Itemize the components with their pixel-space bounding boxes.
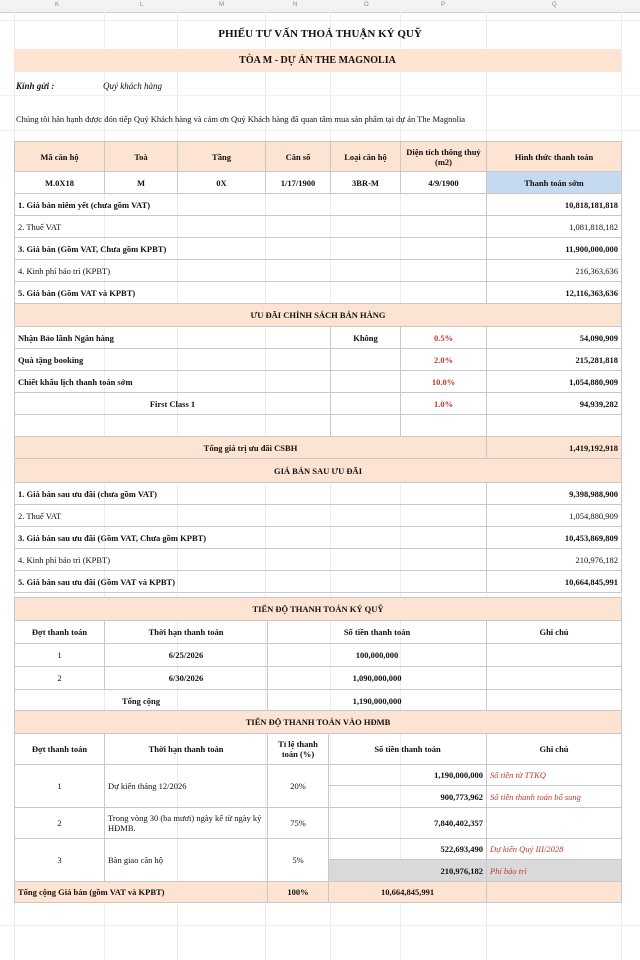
contract-column-header-row xyxy=(15,734,622,765)
contract-col-amount: Số tiền thanh toán xyxy=(329,734,487,765)
contract-note[interactable]: Dự kiến Quý III/2028 xyxy=(487,839,622,860)
contract-total-value: 10,664,845,991 xyxy=(329,882,487,903)
promo-total-row xyxy=(15,437,622,459)
column-q[interactable]: Q xyxy=(552,2,557,8)
after-price-row xyxy=(15,571,622,593)
after-price-row xyxy=(15,527,622,549)
deposit-amount[interactable]: 100,000,000 xyxy=(268,644,487,667)
contract-col-installment: Đợt thanh toán xyxy=(15,734,105,765)
promo-option[interactable] xyxy=(331,393,401,415)
price-row xyxy=(15,194,622,216)
deposit-col-note: Ghi chú xyxy=(487,621,622,644)
contract-no: 3 xyxy=(15,839,105,882)
deposit-col-amount: Số tiền thanh toán xyxy=(268,621,487,644)
intro-text: Chúng tôi hân hạnh được đón tiếp Quý Khách hàng và cảm ơn Quý Khách hàng đã quan tâm mua sản phẩm tại dự án The Magnolia xyxy=(16,114,466,124)
promo-option[interactable]: Không xyxy=(331,327,401,349)
contract-note[interactable]: Số tiền thanh toán bổ sung xyxy=(487,786,622,808)
after-price-row xyxy=(15,549,622,571)
price-label: 1. Giá bán niêm yết (chưa gồm VAT) xyxy=(15,194,487,216)
promo-row xyxy=(15,371,622,393)
price-label: 2. Thuế VAT xyxy=(15,216,487,238)
price-value[interactable]: 10,818,181,818 xyxy=(487,194,622,216)
contract-row xyxy=(15,808,622,839)
deposit-note[interactable] xyxy=(487,667,622,690)
after-price-label: 1. Giá bán sau ưu đãi (chưa gồm VAT) xyxy=(15,483,487,505)
header-tower: Toà xyxy=(105,142,178,172)
promo-value[interactable]: 94,939,282 xyxy=(487,393,622,415)
price-value[interactable]: 11,900,000,000 xyxy=(487,238,622,260)
deposit-col-deadline: Thời hạn thanh toán xyxy=(105,621,268,644)
after-price-label: 3. Giá bán sau ưu đãi (Gồm VAT, Chưa gồm KPBT) xyxy=(15,527,487,549)
unit-header-row xyxy=(15,142,622,172)
promo-option[interactable] xyxy=(331,371,401,393)
header-unit-code: Mã căn hộ xyxy=(15,142,105,172)
deposit-row xyxy=(15,644,622,667)
contract-percent[interactable]: 75% xyxy=(268,808,329,839)
contract-amount[interactable]: 7,840,402,357 xyxy=(329,808,487,839)
contract-note[interactable]: Số tiền từ TTKQ xyxy=(487,765,622,786)
promo-value[interactable]: 54,090,909 xyxy=(487,327,622,349)
contract-deadline[interactable]: Trong vòng 30 (ba mươi) ngày kể từ ngày ký HĐMB. xyxy=(105,808,268,839)
after-price-label: 4. Kinh phí bảo trì (KPBT) xyxy=(15,549,487,571)
promo-value[interactable]: 215,281,818 xyxy=(487,349,622,371)
column-l[interactable]: L xyxy=(140,2,144,8)
unit-floor[interactable]: 0X xyxy=(178,172,266,194)
price-table xyxy=(14,141,622,593)
deposit-column-header-row xyxy=(15,621,622,644)
unit-type[interactable]: 3BR-M xyxy=(331,172,401,194)
deposit-date[interactable]: 6/25/2026 xyxy=(105,644,268,667)
contract-row xyxy=(15,839,622,860)
after-price-label: 2. Thuế VAT xyxy=(15,505,487,527)
after-price-row xyxy=(15,483,622,505)
promo-section-header: ƯU ĐÃI CHÍNH SÁCH BÁN HÀNG xyxy=(15,304,622,327)
contract-note[interactable]: Phí bảo trì xyxy=(487,860,622,882)
price-value[interactable]: 216,363,636 xyxy=(487,260,622,282)
header-area: Diện tích thông thuỷ (m2) xyxy=(401,142,487,172)
contract-percent[interactable]: 5% xyxy=(268,839,329,882)
deposit-section-header: TIẾN ĐỘ THANH TOÁN KÝ QUỸ xyxy=(15,598,622,621)
promo-row xyxy=(15,327,622,349)
contract-deadline[interactable]: Dự kiến tháng 12/2026 xyxy=(105,765,268,808)
promo-percent[interactable]: 1.0% xyxy=(401,393,487,415)
after-price-row xyxy=(15,505,622,527)
deposit-table xyxy=(14,597,622,712)
contract-total-percent: 100% xyxy=(268,882,329,903)
price-label: 4. Kinh phí bảo trì (KPBT) xyxy=(15,260,487,282)
contract-total-row xyxy=(15,882,622,903)
contract-amount[interactable]: 1,190,000,000 xyxy=(329,765,487,786)
price-row xyxy=(15,260,622,282)
contract-no: 1 xyxy=(15,765,105,808)
deposit-no: 2 xyxy=(15,667,105,690)
promo-option[interactable] xyxy=(331,349,401,371)
unit-code[interactable]: M.0X18 xyxy=(15,172,105,194)
contract-col-percent: Tỉ lệ thanh toán (%) xyxy=(268,734,329,765)
contract-section-header: TIẾN ĐỘ THANH TOÁN VÀO HĐMB xyxy=(15,711,622,734)
deposit-total-row xyxy=(15,690,622,712)
deposit-row xyxy=(15,667,622,690)
promo-row xyxy=(15,349,622,371)
promo-total-label: Tổng giá trị ưu đãi CSBH xyxy=(15,437,487,459)
header-unit-type: Loại căn hộ xyxy=(331,142,401,172)
after-price-value[interactable]: 10,453,869,809 xyxy=(487,527,622,549)
deposit-note[interactable] xyxy=(487,644,622,667)
page-subtitle: TÒA M - DỰ ÁN THE MAGNOLIA xyxy=(14,49,621,72)
column-k[interactable]: K xyxy=(55,2,60,8)
deposit-no: 1 xyxy=(15,644,105,667)
promo-label: Chiết khấu lịch thanh toán sớm xyxy=(15,371,331,393)
unit-tower[interactable]: M xyxy=(105,172,178,194)
price-label: 3. Giá bán (Gồm VAT, Chưa gồm KPBT) xyxy=(15,238,487,260)
promo-label: Nhận Bảo lãnh Ngân hàng xyxy=(15,327,331,349)
contract-amount[interactable]: 210,976,182 xyxy=(329,860,487,882)
contract-col-note: Ghi chú xyxy=(487,734,622,765)
contract-note[interactable] xyxy=(487,808,622,839)
payment-method-select[interactable]: Thanh toán sớm xyxy=(487,172,622,194)
column-m[interactable]: M xyxy=(219,2,224,8)
column-o[interactable]: O xyxy=(364,2,369,8)
header-floor: Tầng xyxy=(178,142,266,172)
unit-no[interactable]: 1/17/1900 xyxy=(266,172,331,194)
column-n[interactable]: N xyxy=(293,2,298,8)
grid-line xyxy=(0,95,640,96)
column-p[interactable]: P xyxy=(441,2,446,8)
promo-percent[interactable]: 0.5% xyxy=(401,327,487,349)
price-row xyxy=(15,282,622,304)
contract-total-label: Tổng cộng Giá bán (gồm VAT và KPBT) xyxy=(15,882,268,903)
after-promo-section-header: GIÁ BÁN SAU ƯU ĐÃI xyxy=(15,459,622,483)
deposit-amount[interactable]: 1,090,000,000 xyxy=(268,667,487,690)
contract-percent[interactable]: 20% xyxy=(268,765,329,808)
grid-line xyxy=(0,925,640,926)
promo-total-value[interactable]: 1,419,192,918 xyxy=(487,437,622,459)
after-price-value[interactable]: 210,976,182 xyxy=(487,549,622,571)
after-price-value[interactable]: 1,054,880,909 xyxy=(487,505,622,527)
unit-area[interactable]: 4/9/1900 xyxy=(401,172,487,194)
contract-deadline[interactable]: Bàn giao căn hộ xyxy=(105,839,268,882)
after-price-label: 5. Giá bán sau ưu đãi (Gồm VAT và KPBT) xyxy=(15,571,487,593)
header-payment-method: Hình thức thanh toán xyxy=(487,142,622,172)
contract-amount[interactable]: 900,773,962 xyxy=(329,786,487,808)
price-row xyxy=(15,238,622,260)
promo-value[interactable]: 1,054,880,909 xyxy=(487,371,622,393)
unit-value-row xyxy=(15,172,622,194)
contract-amount[interactable]: 522,693,490 xyxy=(329,839,487,860)
price-label: 5. Giá bán (Gồm VAT và KPBT) xyxy=(15,282,487,304)
header-unit-no: Căn số xyxy=(266,142,331,172)
deposit-date[interactable]: 6/30/2026 xyxy=(105,667,268,690)
price-value[interactable]: 1,081,818,182 xyxy=(487,216,622,238)
after-price-value[interactable]: 9,398,988,900 xyxy=(487,483,622,505)
deposit-total-value: 1,190,000,000 xyxy=(268,690,487,712)
price-row xyxy=(15,216,622,238)
promo-label: Quà tặng booking xyxy=(15,349,331,371)
promo-row xyxy=(15,393,622,415)
price-value[interactable]: 12,116,363,636 xyxy=(487,282,622,304)
contract-row xyxy=(15,765,622,786)
greeting-label: Kính gửi : xyxy=(16,81,55,91)
promo-empty-row xyxy=(15,415,622,437)
deposit-col-installment: Đợt thanh toán xyxy=(15,621,105,644)
promo-percent[interactable]: 10.0% xyxy=(401,371,487,393)
grid-line xyxy=(0,130,640,131)
greeting-value: Quý khách hàng xyxy=(103,81,162,91)
promo-label: First Class 1 xyxy=(15,393,331,415)
contract-no: 2 xyxy=(15,808,105,839)
page-title: PHIẾU TƯ VẤN THOẢ THUẬN KÝ QUỸ xyxy=(218,28,422,40)
deposit-total-label: Tổng cộng xyxy=(15,690,268,712)
promo-percent[interactable]: 2.0% xyxy=(401,349,487,371)
contract-col-deadline: Thời hạn thanh toán xyxy=(105,734,268,765)
column-header-bar xyxy=(0,0,640,13)
after-price-value[interactable]: 10,664,845,991 xyxy=(487,571,622,593)
grid-line xyxy=(0,20,640,21)
contract-payment-table xyxy=(14,710,622,903)
